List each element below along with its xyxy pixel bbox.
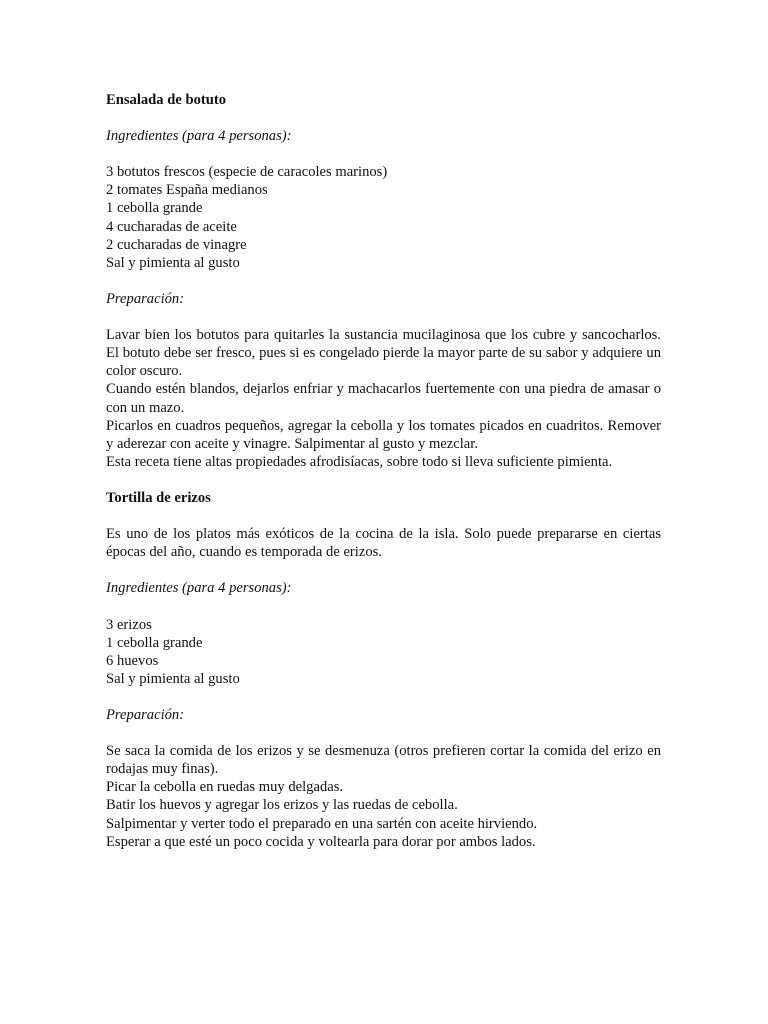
- document-page: [106, 91, 661, 851]
- ingredient-item: Sal y pimienta al gusto: [106, 254, 240, 271]
- preparation-step: Picarlos en cuadros pequeños, agregar la cebolla y los tomates picados en cuadritos. Remover y aderezar con aceite y vinagre. Salpimentar al gusto y mezclar.: [106, 417, 661, 452]
- preparation-step: Lavar bien los botutos para quitarles la sustancia mucilaginosa que los cubre y sancocharlos. El botuto debe ser fresco, pues si es congelado pierde la mayor parte de su sabor y adquiere un color oscuro.: [106, 327, 661, 380]
- ingredient-item: 6 huevos: [106, 652, 159, 669]
- ingredients-heading: Ingredientes (para 4 personas):: [106, 128, 292, 145]
- ingredient-item: 1 cebolla grande: [106, 200, 203, 217]
- recipe-intro: Es uno de los platos más exóticos de la cocina de la isla. Solo puede prepararse en ciertas épocas del año, cuando es temporada de erizos.: [106, 526, 661, 561]
- recipe-title: Ensalada de botuto: [106, 92, 227, 108]
- ingredient-item: 2 cucharadas de vinagre: [106, 236, 247, 253]
- ingredient-item: Sal y pimienta al gusto: [106, 670, 240, 687]
- ingredient-item: 2 tomates España medianos: [106, 182, 268, 199]
- ingredient-item: 3 botutos frescos (especie de caracoles marinos): [106, 164, 388, 181]
- recipe-title: Tortilla de erizos: [106, 489, 211, 506]
- preparation-step: Cuando estén blandos, dejarlos enfriar y machacarlos fuertemente con una piedra de amasar o con un mazo.: [106, 381, 661, 416]
- preparation-step: Esta receta tiene altas propiedades afrodisíacas, sobre todo si lleva suficiente pimienta.: [106, 453, 613, 470]
- preparation-step: Se saca la comida de los erizos y se desmenuza (otros prefieren cortar la comida del erizo en rodajas muy finas).: [106, 743, 661, 778]
- ingredients-heading: Ingredientes (para 4 personas):: [106, 580, 292, 597]
- preparation-step: Picar la cebolla en ruedas muy delgadas.: [106, 779, 344, 796]
- ingredient-item: 4 cucharadas de aceite: [106, 218, 237, 235]
- ingredient-item: 3 erizos: [106, 616, 152, 633]
- preparation-step: Esperar a que esté un poco cocida y voltearla para dorar por ambos lados.: [106, 833, 536, 850]
- preparation-heading: Preparación:: [106, 290, 185, 307]
- preparation-step: Salpimentar y verter todo el preparado en una sartén con aceite hirviendo.: [106, 815, 538, 832]
- preparation-heading: Preparación:: [106, 707, 185, 723]
- preparation-step: Batir los huevos y agregar los erizos y las ruedas de cebolla.: [106, 797, 458, 814]
- ingredient-item: 1 cebolla grande: [106, 634, 203, 651]
